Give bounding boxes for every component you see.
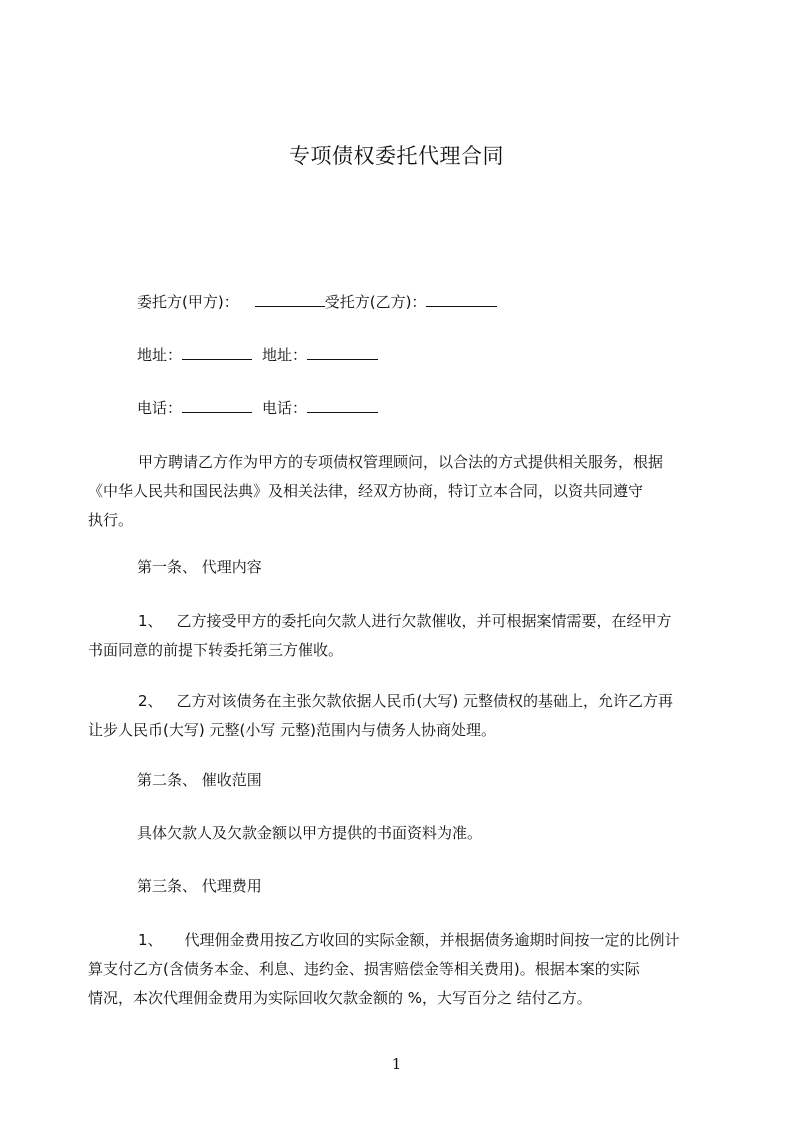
agent-label: 受托方(乙方)： <box>324 293 427 311</box>
article-2-heading: 第二条、 催收范围 <box>137 771 262 789</box>
article-1-item-2-text-1: 乙方对该债务在主张欠款依据人民币(大写) 元整债权的基础上，允许乙方再 <box>176 692 674 710</box>
article-3-heading: 第三条、 代理费用 <box>137 877 262 895</box>
address-line <box>137 345 378 365</box>
phone-blank-2 <box>307 398 378 413</box>
article-3-item-1-line-3: 情况，本次代理佣金费用为实际回收欠款金额的 %，大写百分之 结付乙方。 <box>88 989 592 1007</box>
article-1-item-2-num: 2、 <box>138 692 163 710</box>
article-3-item-1-num: 1、 <box>138 931 163 949</box>
article-3-item-1-line-1 <box>88 926 714 955</box>
address-blank-1 <box>182 345 252 360</box>
document-title: 专项债权委托代理合同 <box>289 144 504 168</box>
article-3-item-1-line-2: 算支付乙方(含债务本金、利息、违约金、损害赔偿金等相关费用)。根据本案的实际 <box>88 960 640 978</box>
article-1-heading: 第一条、 代理内容 <box>137 558 262 576</box>
address-label-1: 地址： <box>137 346 183 364</box>
intro-line-1: 甲方聘请乙方作为甲方的专项债权管理顾问，以合法的方式提供相关服务，根据 <box>138 453 664 471</box>
address-blank-2 <box>307 345 378 360</box>
intro-line-3: 执行。 <box>88 511 134 529</box>
page-number: 1 <box>391 1055 402 1073</box>
phone-label-2: 电话： <box>262 399 308 417</box>
article-1-item-2-line-1 <box>88 687 714 716</box>
principal-blank <box>255 292 325 307</box>
article-1-item-2 <box>88 687 714 745</box>
intro-paragraph <box>88 448 714 535</box>
phone-label-1: 电话： <box>137 399 183 417</box>
article-1-item-1-num: 1、 <box>138 612 163 630</box>
principal-label: 委托方(甲方)： <box>137 293 239 311</box>
principal-agent-line <box>137 292 497 312</box>
article-1-item-1-line-2: 书面同意的前提下转委托第三方催收。 <box>88 641 344 659</box>
intro-line-2: 《中华人民共和国民法典》及相关法律，经双方协商，特订立本合同，以资共同遵守 <box>88 482 644 500</box>
article-3-item-1 <box>88 926 714 1013</box>
address-label-2: 地址： <box>262 346 308 364</box>
phone-blank-1 <box>182 398 252 413</box>
article-1-item-1 <box>88 607 714 665</box>
article-2-body: 具体欠款人及欠款金额以甲方提供的书面资料为准。 <box>137 824 483 842</box>
article-1-item-2-line-2: 让步人民币(大写) 元整(小写 元整)范围内与债务人协商处理。 <box>88 721 496 739</box>
article-1-item-1-text-1: 乙方接受甲方的委托向欠款人进行欠款催收，并可根据案情需要，在经甲方 <box>176 612 672 630</box>
article-3-item-1-text-1: 代理佣金费用按乙方收回的实际金额，并根据债务逾期时间按一定的比例计 <box>184 931 680 949</box>
article-1-item-1-line-1 <box>88 607 714 636</box>
phone-line <box>137 398 378 418</box>
agent-blank <box>426 292 497 307</box>
